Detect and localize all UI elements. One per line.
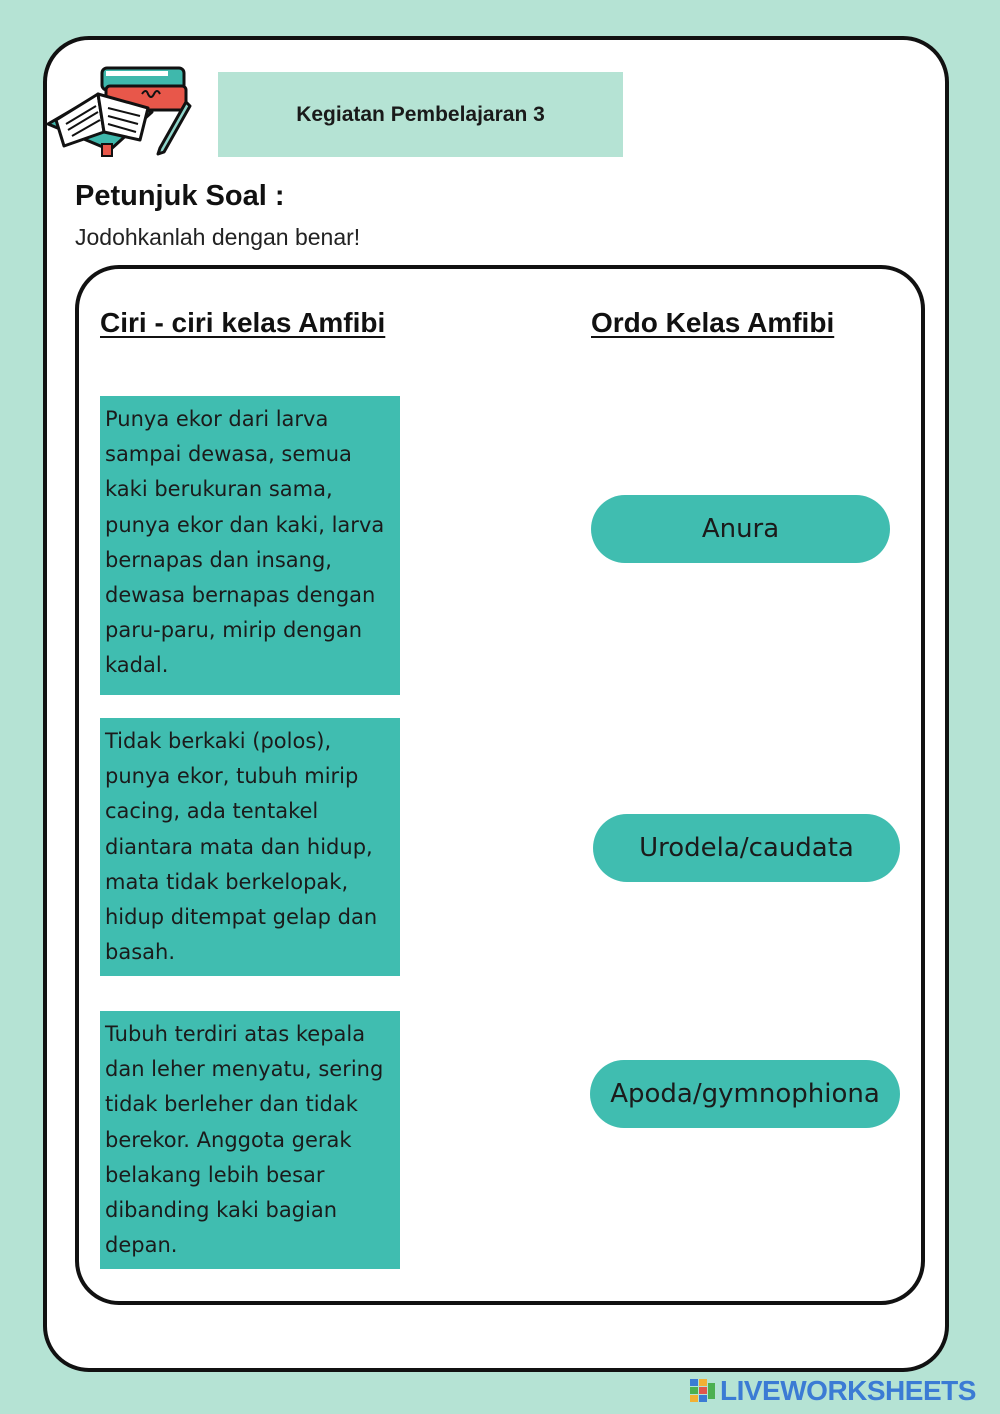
order-option-label: Anura <box>701 514 780 544</box>
order-option-label: Apoda/gymnophiona <box>610 1079 880 1109</box>
order-option-apoda[interactable] <box>590 1060 900 1128</box>
order-option-label: Urodela/caudata <box>639 833 854 863</box>
instructions-text: Jodohkanlah dengan benar! <box>75 224 361 250</box>
orders-column-heading: Ordo Kelas Amfibi <box>591 307 835 338</box>
order-option-urodela[interactable] <box>593 814 900 882</box>
liveworksheets-wordmark: LIVEWORKSHEETS <box>720 1375 976 1406</box>
liveworksheets-icon <box>690 1379 716 1403</box>
instructions-title: Petunjuk Soal : <box>75 180 285 212</box>
book-illustration <box>44 62 196 158</box>
traits-column-heading: Ciri - ciri kelas Amfibi <box>100 307 386 338</box>
liveworksheets-logo <box>690 1374 976 1408</box>
lesson-title-box <box>218 72 623 157</box>
trait-card-2[interactable]: Tidak berkaki (polos), punya ekor, tubuh mirip cacing, ada tentakel diantara mata dan hidup, mata tidak berkelopak, hidup ditempat gelap dan basah. <box>100 718 400 976</box>
trait-card-3[interactable]: Tubuh terdiri atas kepala dan leher menyatu, sering tidak berleher dan tidak berekor. Anggota gerak belakang lebih besar dibanding kaki bagian depan. <box>100 1011 400 1269</box>
lesson-title: Kegiatan Pembelajaran 3 <box>296 102 545 126</box>
order-option-anura[interactable] <box>591 495 890 563</box>
trait-card-1[interactable]: Punya ekor dari larva sampai dewasa, semua kaki berukuran sama, punya ekor dan kaki, larva bernapas dan insang, dewasa bernapas dengan paru-paru, mirip dengan kadal. <box>100 396 400 695</box>
